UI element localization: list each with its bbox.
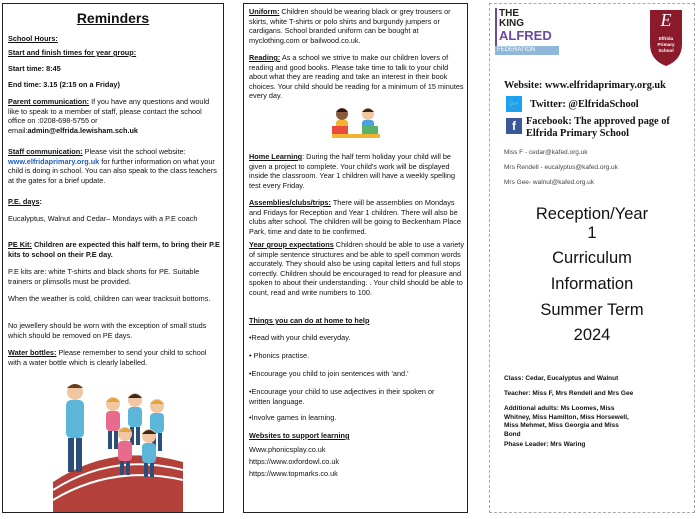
expectations-section [249, 240, 464, 298]
cold-weather: When the weather is cold, children can wear tracksuit bottoms. [8, 294, 211, 303]
staff-communication-text-2: for further information on what your child is doing in school. You can also speak to the class teachers at the gates for a brief update. [8, 156, 217, 185]
king-alfred-logo [495, 8, 559, 56]
teacher-names: Teacher: Miss F, Mrs Rendell and Mrs Gee [504, 390, 634, 397]
tip-item: •Encourage your child to use adjectives in their spoken or written language. [249, 387, 435, 406]
pe-class-illustration [53, 372, 183, 512]
pe-days-colon: : [39, 197, 42, 206]
assemblies-label: Assemblies/clubs/trips: [249, 198, 331, 207]
pe-days-text: Eucalyptus, Walnut and Cedar– Mondays with a P.E coach [8, 214, 198, 223]
reminders-title: Reminders [76, 10, 150, 26]
end-time: End time: 3.15 (2:15 on a Friday) [8, 80, 120, 89]
school-hours-heading: School Hours: [8, 34, 58, 43]
crest-name: Elfrida Primary School [657, 36, 675, 53]
teacher-email[interactable]: Mrs Rendell - eucalyptus@kafed.org.uk [504, 164, 618, 171]
jewellery-rule: No jewellery should be worn with the exception of small studs which should be removed on PE days. [8, 321, 207, 340]
things-heading: Things you can do at home to help [249, 316, 370, 325]
office-email[interactable]: admin@elfrida.lewisham.sch.uk [27, 125, 138, 135]
elfrida-crest [646, 8, 686, 68]
staff-communication-text: Please visit the school website: [82, 147, 186, 156]
uniform-section [249, 7, 464, 45]
additional-adults: Additional adults: Ms Loomes, Miss Whitney, Miss Hamilton, Miss Horsewell, Miss Mehmet, Miss Georgia and Miss Bond [504, 405, 629, 438]
tip-item: •Involve games in learning. [249, 413, 337, 422]
pe-kits-are: P.E kits are: white T-shirts and black shorts for PE. Suitable trainers or plimsolls must be provided. [8, 267, 200, 286]
reading-section [249, 53, 464, 101]
staff-communication-label: Staff communication: [8, 147, 83, 156]
title-line: 2024 [573, 326, 611, 344]
facebook-page[interactable]: Facebook: The approved page of Elfrida Primary School [526, 116, 670, 139]
websites-heading: Websites to support learning [249, 431, 350, 440]
parent-communication-label: Parent communication: [8, 97, 90, 106]
home-learning-text: : During the half term holiday your child will be given a project to complete. Your child's work will be displayed inside the classroom. Year 1 children will have a weekly spelling test every Friday. [249, 152, 456, 190]
class-names: Class: Cedar, Eucalyptus and Walnut [504, 375, 619, 382]
pe-days-heading [8, 197, 220, 207]
info-panel [243, 3, 468, 513]
school-website[interactable]: Website: www.elfridaprimary.org.uk [504, 80, 666, 91]
cover-panel [489, 3, 695, 513]
crest-letter: E [660, 10, 672, 30]
twitter-handle[interactable]: Twitter: @ElfridaSchool [530, 99, 639, 110]
expectations-label: Year group expectations [249, 240, 334, 249]
uniform-label: Uniform: [249, 7, 280, 16]
pe-kit-label: PE Kit: [8, 240, 32, 249]
title-line: Summer Term [540, 301, 644, 319]
parent-communication-text: If you have any questions and would like to speak to a member of staff, please contact the school office on :0208-698-5755 or email: [8, 97, 210, 135]
reading-label: Reading: [249, 53, 281, 62]
title-line: Reception/Year [535, 205, 649, 223]
water-bottles [8, 348, 220, 367]
title-line: Curriculum [552, 249, 632, 267]
pe-kit-text: Children are expected this half term, to bring their P.E kits to school on their P.E day. [8, 240, 220, 259]
tip-item: •Encourage you child to join sentences with 'and.' [249, 369, 409, 378]
title-line: Information [550, 275, 634, 293]
tip-item: •Read with your child everyday. [249, 333, 351, 342]
water-bottles-label: Water bottles: [8, 348, 57, 357]
logo-federation: FEDERATION [495, 46, 559, 55]
school-website-link[interactable]: www.elfridaprimary.org.uk [8, 156, 100, 166]
start-finish-heading: Start and finish times for year group: [8, 48, 137, 57]
logo-text-the: THE [499, 8, 519, 19]
pe-days-label: P.E. days [8, 197, 40, 206]
twitter-icon[interactable]: 🐦 [506, 96, 522, 112]
website-link[interactable]: https://www.topmarks.co.uk [249, 469, 338, 478]
logo-text-alfred: ALFRED [499, 28, 552, 43]
phase-leader: Phase Leader: Mrs Waring [504, 441, 586, 448]
assemblies-section [249, 198, 464, 236]
home-learning-label: Home Learning [249, 152, 303, 161]
parent-communication [8, 97, 220, 135]
title-line: 1 [587, 224, 597, 242]
staff-communication [8, 147, 220, 185]
reading-text: As a school we strive to make our children lovers of reading and good books. Please take time to talk to your child about what they are reading and take an interest in their book choices. Your child should be reading for a minimum of 15 minutes every day. [249, 53, 464, 101]
uniform-text: Children should be wearing black or grey trousers or skirts, white T-shirts or polo shirts and burgundy jumpers or cardigans. School branded uniform can be bought at myclothing.com or bailwood.co.uk. [249, 7, 451, 45]
home-learning-section [249, 152, 464, 190]
facebook-icon[interactable]: f [506, 118, 522, 134]
assemblies-text: There will be assemblies on Mondays and Fridays for Reception and Year 1 children. There will also be clubs after school. The children will be going to Beckenham Place Park, time and date to be confirmed. [249, 198, 461, 236]
teacher-email[interactable]: Miss F - cedar@kafed.org.uk [504, 149, 588, 156]
reminders-panel [2, 3, 224, 513]
pe-kit [8, 240, 220, 259]
website-link[interactable]: https://www.oxfordowl.co.uk [249, 457, 340, 466]
tip-item: • Phonics practise. [249, 351, 310, 360]
teacher-email[interactable]: Mrs Gee- walnut@kafed.org.uk [504, 179, 595, 186]
reading-children-illustration [326, 104, 386, 142]
expectations-text: Children should be able to use a variety of simple sentence structures and be able to spell common words accurately. They should also be using capital letters and full stops correctly. Children should be encouraged to read for pleasure and spoken to about their understanding. . Your child should be able to count, read and write numbers to 100. [249, 240, 464, 297]
start-time: Start time: 8:45 [8, 64, 61, 73]
water-bottles-text: Please remember to send your child to school with a water bottle which is clearly labelled. [8, 348, 207, 367]
website-link[interactable]: Www.phonicsplay.co.uk [249, 445, 326, 454]
logo-text-king: KING [499, 18, 524, 29]
